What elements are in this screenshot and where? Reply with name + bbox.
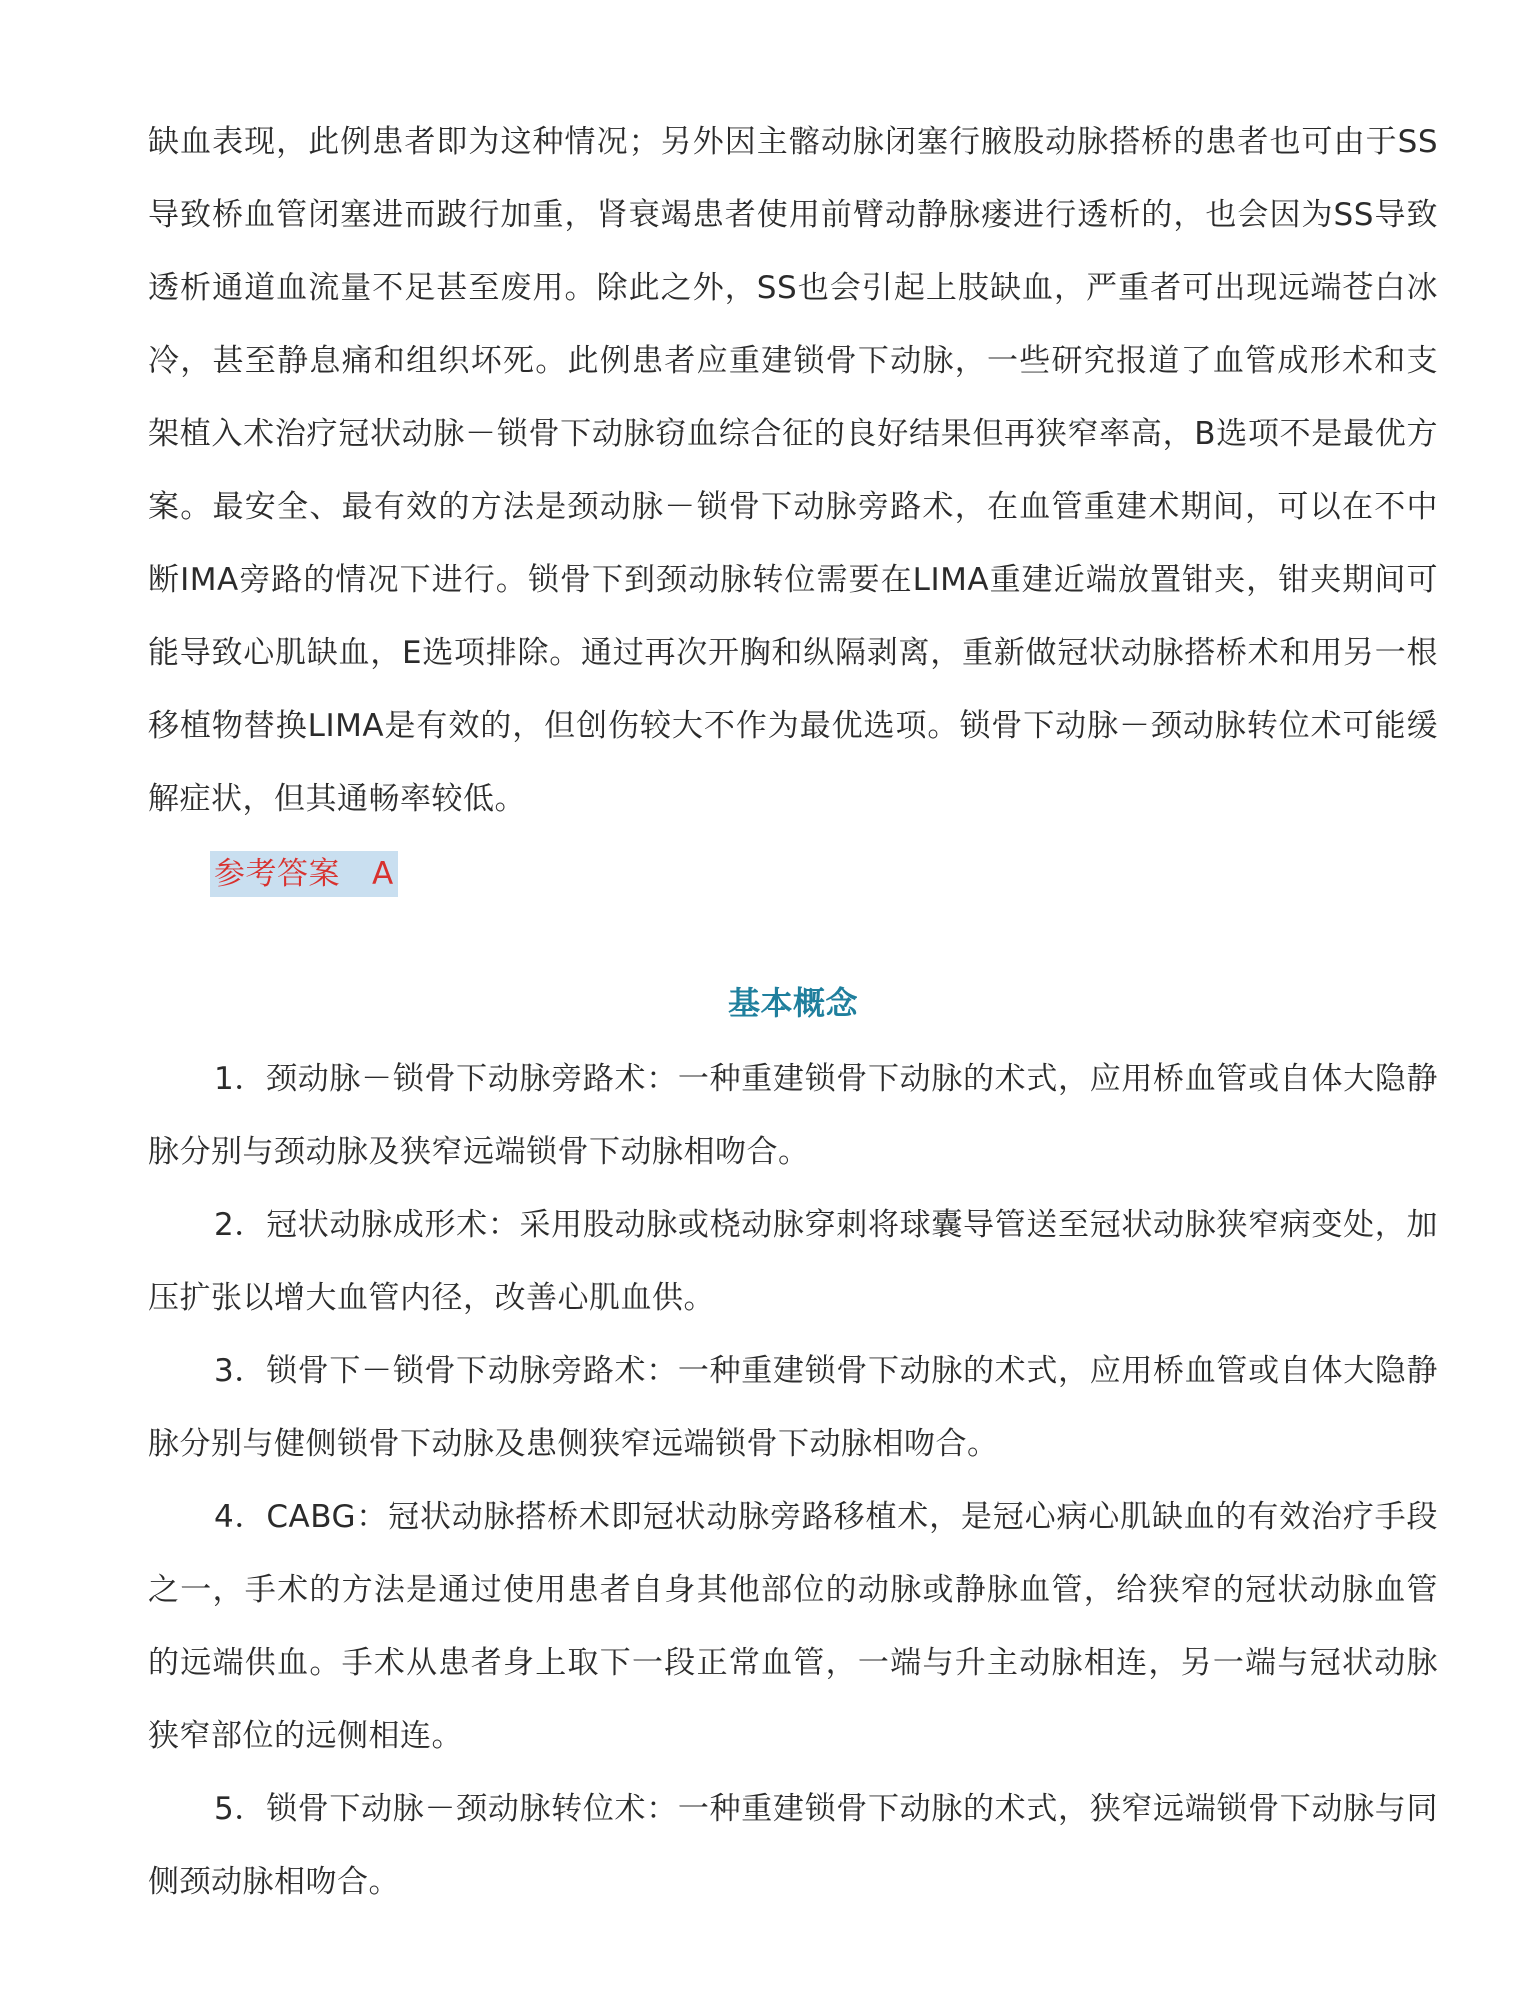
concept-item: 4．CABG：冠状动脉搭桥术即冠状动脉旁路移植术，是冠心病心肌缺血的有效治疗手段之一，手术的方法是通过使用患者自身其他部位的动脉或静脉血管，给狭窄的冠状动脉血管的远端供血。手术从患者身上取下一段正常血管，一端与升主动脉相连，另一端与冠状动脉狭窄部位的远侧相连。 [148,1499,1438,1754]
concept-item: 5．锁骨下动脉－颈动脉转位术：一种重建锁骨下动脉的术式，狭窄远端锁骨下动脉与同侧颈动脉相吻合。 [148,1791,1438,1900]
page-content [148,106,1438,1919]
reference-answer-row [210,838,1438,911]
reference-answer-highlight [210,851,398,897]
section-title: 基本概念 [727,984,858,1022]
concept-item: 1．颈动脉－锁骨下动脉旁路术：一种重建锁骨下动脉的术式，应用桥血管或自体大隐静脉分别与颈动脉及狭窄远端锁骨下动脉相吻合。 [148,1061,1438,1170]
concept-item: 2．冠状动脉成形术：采用股动脉或桡动脉穿刺将球囊导管送至冠状动脉狭窄病变处，加压扩张以增大血管内径，改善心肌血供。 [148,1207,1438,1316]
reference-answer-label: 参考答案 [214,856,340,892]
reference-answer-value: A [372,856,394,892]
concept-item: 3．锁骨下－锁骨下动脉旁路术：一种重建锁骨下动脉的术式，应用桥血管或自体大隐静脉分别与健侧锁骨下动脉及患侧狭窄远端锁骨下动脉相吻合。 [148,1353,1438,1462]
intro-paragraph: 缺血表现，此例患者即为这种情况；另外因主髂动脉闭塞行腋股动脉搭桥的患者也可由于SS导致桥血管闭塞进而跛行加重，肾衰竭患者使用前臂动静脉瘘进行透析的，也会因为SS导致透析通道血流量不足甚至废用。除此之外，SS也会引起上肢缺血，严重者可出现远端苍白冰冷，甚至静息痛和组织坏死。此例患者应重建锁骨下动脉，一些研究报道了血管成形术和支架植入术治疗冠状动脉－锁骨下动脉窃血综合征的良好结果但再狭窄率高，B选项不是最优方案。最安全、最有效的方法是颈动脉－锁骨下动脉旁路术，在血管重建术期间，可以在不中断IMA旁路的情况下进行。锁骨下到颈动脉转位需要在LIMA重建近端放置钳夹，钳夹期间可能导致心肌缺血，E选项排除。通过再次开胸和纵隔剥离，重新做冠状动脉搭桥术和用另一根移植物替换LIMA是有效的，但创伤较大不作为最优选项。锁骨下动脉－颈动脉转位术可能缓解症状，但其通畅率较低。 [148,124,1438,817]
